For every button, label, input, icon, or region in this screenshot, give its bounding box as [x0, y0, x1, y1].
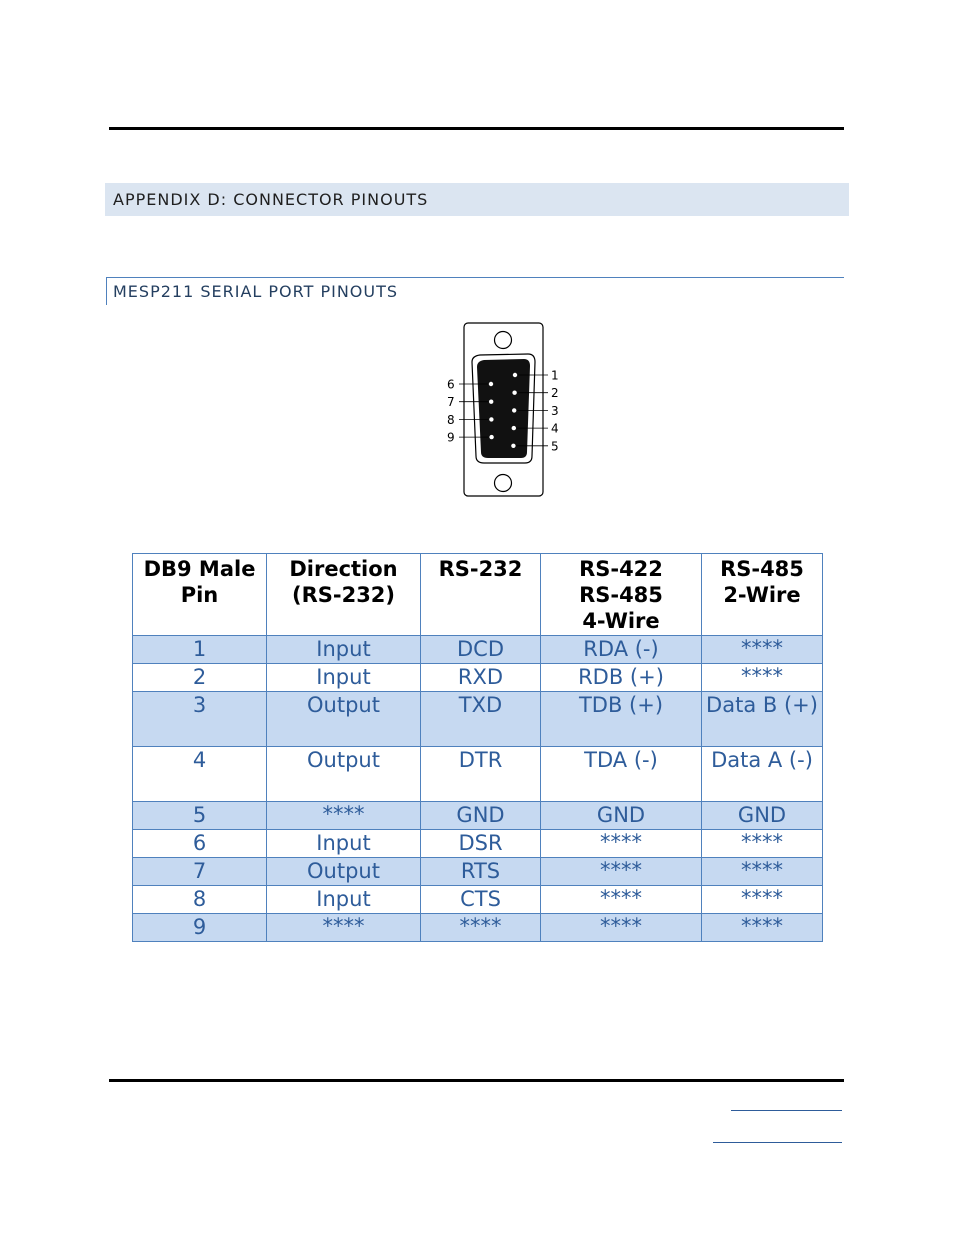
table-cell: DTR: [421, 747, 541, 802]
pin-dot: [512, 391, 516, 395]
table-cell: RDB (+): [541, 664, 702, 692]
table-cell: ****: [702, 664, 823, 692]
table-cell: DSR: [421, 830, 541, 858]
table-cell: 6: [133, 830, 267, 858]
table-cell: 4: [133, 747, 267, 802]
footer-link-underline[interactable]: [731, 1109, 842, 1111]
bottom-rule: [109, 1079, 844, 1082]
table-cell: DCD: [421, 636, 541, 664]
column-header-line: Direction: [289, 557, 398, 581]
pin-dot: [511, 444, 515, 448]
pin-dot: [489, 382, 493, 386]
table-cell: GND: [541, 802, 702, 830]
column-header-line: Pin: [180, 583, 219, 607]
table-cell: ****: [702, 636, 823, 664]
table-cell: ****: [541, 914, 702, 942]
table-cell: ****: [541, 830, 702, 858]
pin-label: 5: [551, 439, 559, 454]
table-cell: Output: [267, 692, 421, 747]
table-row: [133, 692, 823, 747]
table-row: [133, 830, 823, 858]
pin-label: 1: [551, 368, 559, 383]
table-cell: 5: [133, 802, 267, 830]
table-header-row: [133, 554, 823, 636]
pin-dot: [512, 426, 516, 430]
appendix-title: APPENDIX D: CONNECTOR PINOUTS: [105, 183, 849, 216]
table-cell: ****: [267, 802, 421, 830]
column-header-line: RS-232: [438, 557, 523, 581]
pin-label: 4: [551, 421, 559, 436]
pin-label: 2: [551, 386, 559, 401]
table-cell: 8: [133, 886, 267, 914]
column-header: [702, 554, 823, 636]
table-cell: TXD: [421, 692, 541, 747]
table-cell: ****: [541, 858, 702, 886]
table-cell: ****: [541, 886, 702, 914]
column-header: [541, 554, 702, 636]
pin-dot: [513, 373, 517, 377]
table-cell: GND: [421, 802, 541, 830]
table-cell: ****: [702, 914, 823, 942]
table-cell: 7: [133, 858, 267, 886]
table-cell: Input: [267, 830, 421, 858]
table-cell: TDA (-): [541, 747, 702, 802]
table-cell: ****: [702, 858, 823, 886]
pinout-table: [132, 553, 823, 942]
pin-dot: [489, 400, 493, 404]
column-header-line: (RS-232): [291, 583, 396, 607]
connector-shell-body: [477, 359, 530, 458]
table-cell: ****: [267, 914, 421, 942]
table-body: [133, 636, 823, 942]
table-cell: ****: [702, 830, 823, 858]
table-cell: Data B (+): [702, 692, 823, 747]
column-header: [421, 554, 541, 636]
table-cell: 1: [133, 636, 267, 664]
table-cell: GND: [702, 802, 823, 830]
table-cell: RTS: [421, 858, 541, 886]
pin-label: 6: [447, 377, 455, 392]
pin-label: 8: [447, 412, 455, 427]
table-cell: Output: [267, 858, 421, 886]
column-header-line: DB9 Male: [143, 557, 256, 581]
top-rule: [109, 127, 844, 130]
table-cell: RDA (-): [541, 636, 702, 664]
table-cell: Input: [267, 886, 421, 914]
table-cell: Input: [267, 664, 421, 692]
pin-dot: [512, 408, 516, 412]
column-header-line: 4-Wire: [582, 609, 660, 633]
table-row: [133, 802, 823, 830]
column-header-line: RS-485: [579, 583, 663, 607]
pin-dot: [489, 435, 493, 439]
column-header: [133, 554, 267, 636]
table-row: [133, 886, 823, 914]
column-header-line: RS-485: [720, 557, 804, 581]
table-cell: Input: [267, 636, 421, 664]
table-row: [133, 858, 823, 886]
column-header: [267, 554, 421, 636]
column-header-line: RS-422: [579, 557, 663, 581]
footer-link-underline[interactable]: [713, 1141, 842, 1143]
mounting-hole-top: [495, 332, 512, 349]
table-cell: ****: [702, 886, 823, 914]
table-cell: 9: [133, 914, 267, 942]
table-row: [133, 914, 823, 942]
table-cell: RXD: [421, 664, 541, 692]
table-cell: 2: [133, 664, 267, 692]
table-row: [133, 664, 823, 692]
column-header-line: 2-Wire: [723, 583, 801, 607]
table-cell: 3: [133, 692, 267, 747]
table-cell: Output: [267, 747, 421, 802]
table-row: [133, 747, 823, 802]
table-cell: CTS: [421, 886, 541, 914]
table-row: [133, 636, 823, 664]
section-title: MESP211 SERIAL PORT PINOUTS: [106, 277, 844, 305]
table-cell: Data A (-): [702, 747, 823, 802]
pin-label: 9: [447, 430, 455, 445]
pin-label: 3: [551, 403, 559, 418]
pin-label: 7: [447, 395, 455, 410]
table-cell: TDB (+): [541, 692, 702, 747]
mounting-hole-bottom: [495, 475, 512, 492]
db9-connector-diagram: [440, 318, 570, 503]
pin-dot: [489, 417, 493, 421]
table-cell: ****: [421, 914, 541, 942]
